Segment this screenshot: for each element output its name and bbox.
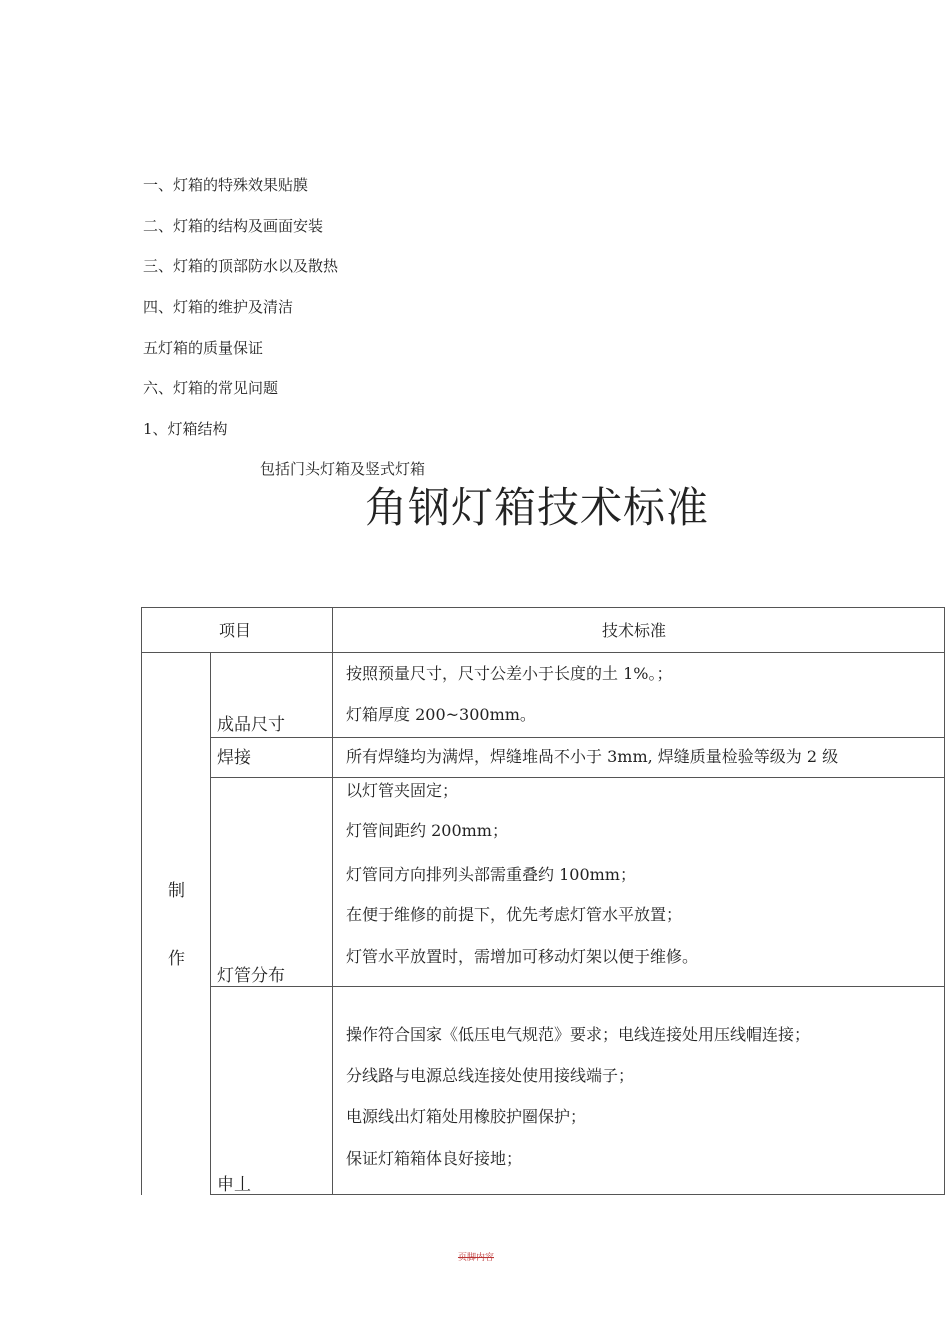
table-border-bottom [210, 1194, 945, 1195]
toc-item-6: 六、灯箱的常见问题 [143, 379, 279, 397]
row-text: 所有焊缝均为满焊，焊缝堆咼不小于 3mm, 焊缝质量检验等级为 2 级 [346, 747, 839, 766]
category-char-2: 作 [168, 949, 185, 969]
header-standard: 技术标准 [602, 621, 667, 640]
column-divider [210, 652, 211, 1195]
toc-item-7: 1、灯箱结构 [143, 420, 228, 438]
table-border-left [141, 607, 142, 1195]
row-text: 电源线出灯箱处用橡胶护圈保护； [346, 1107, 587, 1126]
row-text: 保证灯箱箱体良好接地； [346, 1149, 523, 1168]
toc-item-4: 四、灯箱的维护及清洁 [143, 298, 294, 316]
row-text: 在便于维修的前提下，优先考虑灯管水平放置； [346, 905, 683, 924]
subtitle: 包括门头灯箱及竖式灯箱 [260, 460, 426, 478]
page-title: 角钢灯箱技术标准 [365, 483, 710, 532]
category-char-1: 制 [168, 881, 185, 901]
column-divider [332, 607, 333, 1195]
row-text: 按照预量尺寸，尺寸公差小于长度的土 1%。； [346, 664, 673, 683]
toc-item-5: 五灯箱的质量保证 [143, 339, 264, 357]
page-footer: 页脚内容 [457, 1253, 494, 1263]
row-label: 成品尺寸 [217, 715, 285, 735]
toc-item-2: 二、灯箱的结构及画面安装 [143, 217, 324, 235]
row-label: 申丄 [217, 1175, 251, 1195]
row-divider [210, 737, 945, 738]
row-divider [210, 986, 945, 987]
row-divider [210, 777, 945, 778]
table-header-divider [141, 652, 945, 653]
toc-item-1: 一、灯箱的特殊效果贴膜 [143, 176, 309, 194]
row-text: 操作符合国家《低压电气规范》要求；电线连接处用压线帽连接； [346, 1025, 811, 1044]
row-label: 焊接 [217, 748, 251, 768]
table-border-top [141, 607, 945, 608]
row-text: 灯管水平放置时，需增加可移动灯架以便于维修。 [346, 947, 699, 966]
row-text: 分线路与电源总线连接处使用接线端子； [346, 1066, 635, 1085]
toc-item-3: 三、灯箱的顶部防水以及散热 [143, 257, 339, 275]
row-text: 以灯管夹固定； [346, 781, 459, 800]
table-border-right [944, 607, 945, 1195]
row-text: 灯管同方向排列头部需重叠约 100mm； [346, 865, 636, 884]
row-text: 灯箱厚度 200~300mm。 [346, 705, 536, 724]
row-label: 灯管分布 [217, 966, 285, 986]
row-text: 灯管间距约 200mm； [346, 821, 508, 840]
header-item: 项目 [219, 621, 252, 640]
